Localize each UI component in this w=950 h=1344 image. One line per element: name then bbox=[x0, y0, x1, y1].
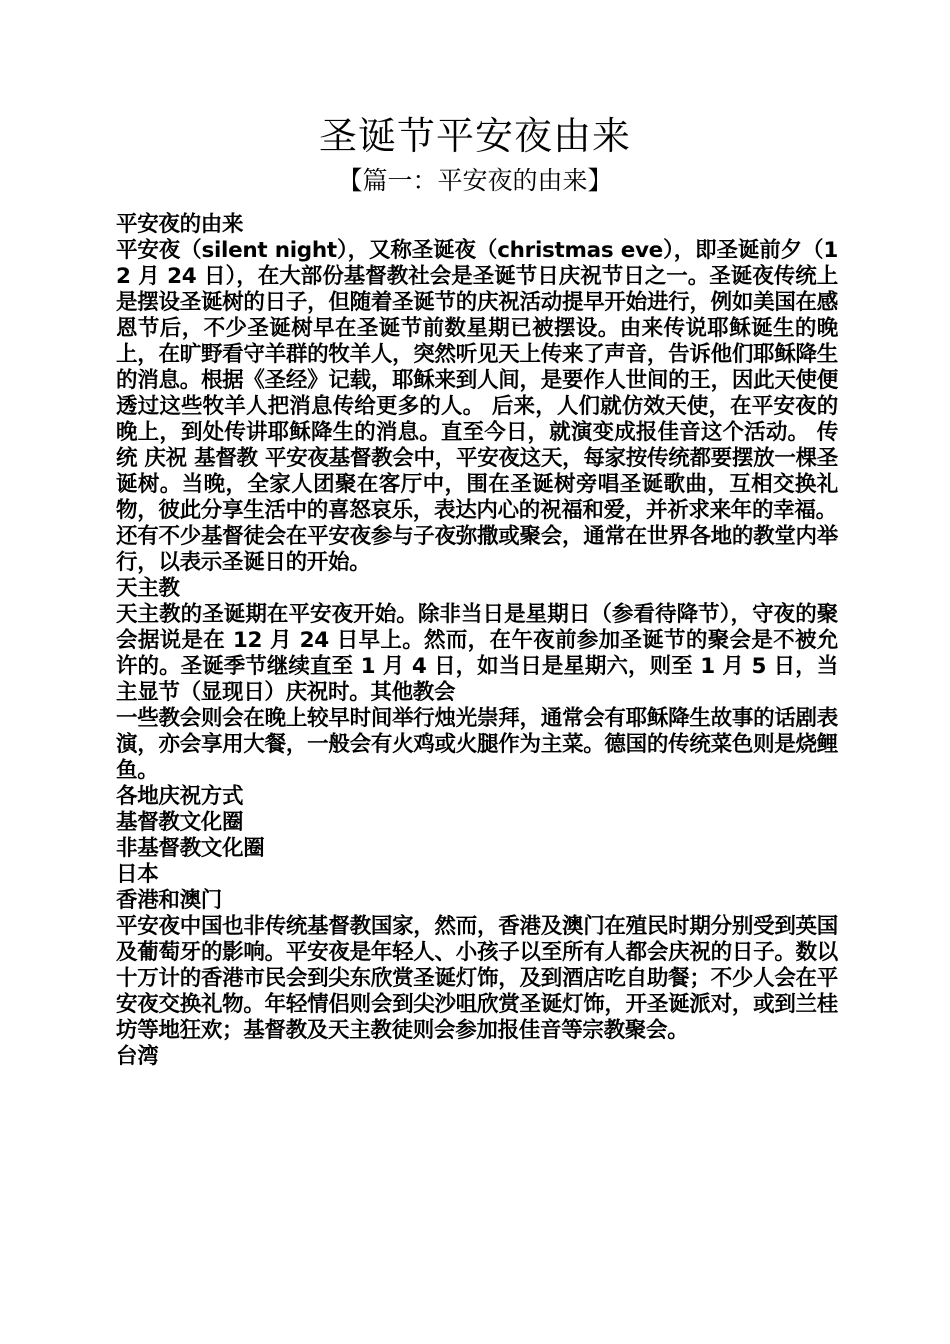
paragraph-midnight-mass: 还有不少基督徒会在平安夜参与子夜弥撒或聚会，通常在世界各地的教堂内举行，以表示圣诞日的开始。 bbox=[116, 524, 838, 575]
heading-japan: 日本 bbox=[116, 862, 159, 887]
heading-catholic: 天主教 bbox=[116, 576, 180, 601]
paragraph-other-churches: 一些教会则会在晚上较早时间举行烛光崇拜，通常会有耶稣降生故事的话剧表演，亦会享用大餐，一般会有火鸡或火腿作为主菜。德国的传统菜色则是烧鲤鱼。 bbox=[116, 706, 838, 783]
heading-hong-kong-macau: 香港和澳门 bbox=[116, 888, 223, 913]
heading-celebrations-by-region: 各地庆祝方式 bbox=[116, 784, 244, 809]
document-title: 圣诞节平安夜由来 bbox=[318, 114, 631, 158]
heading-christmas-eve-origin: 平安夜的由来 bbox=[116, 212, 244, 237]
heading-non-christian-culture: 非基督教文化圈 bbox=[116, 836, 265, 861]
heading-christian-culture: 基督教文化圈 bbox=[116, 810, 244, 835]
document-body bbox=[116, 212, 838, 1070]
heading-taiwan: 台湾 bbox=[116, 1044, 159, 1069]
paragraph-christmas-eve-intro: 平安夜（silent night），又称圣诞夜（christmas eve），即圣诞前夕（12 月 24 日），在大部份基督教社会是圣诞节日庆祝节日之一。圣诞夜传统上是摆设圣诞树的日子，但随着圣诞节的庆祝活动提早开始进行，例如美国在感恩节后，不少圣诞树早在圣诞节前数星期已被摆设。由来传说耶稣诞生的晚上，在旷野看守羊群的牧羊人，突然听见天上传来了声音，告诉他们耶稣降生的消息。根据《圣经》记载，耶稣来到人间，是要作人世间的王，因此天使便透过这些牧羊人把消息传给更多的人。 后来，人们就仿效天使，在平安夜的晚上，到处传讲耶稣降生的消息。直至今日，就演变成报佳音这个活动。 传统 庆祝 基督教 平安夜基督教会中，平安夜这天，每家按传统都要摆放一棵圣诞树。当晚，全家人团聚在客厅中，围在圣诞树旁唱圣诞歌曲，互相交换礼物，彼此分享生活中的喜怒哀乐，表达内心的祝福和爱，并祈求来年的幸福。 bbox=[116, 238, 838, 523]
paragraph-hong-kong-macau: 平安夜中国也非传统基督教国家，然而，香港及澳门在殖民时期分别受到英国及葡萄牙的影响。平安夜是年轻人、小孩子以至所有人都会庆祝的日子。数以十万计的香港市民会到尖东欣赏圣诞灯饰，及到酒店吃自助餐；不少人会在平安夜交换礼物。年轻情侣则会到尖沙咀欣赏圣诞灯饰，开圣诞派对，或到兰桂坊等地狂欢；基督教及天主教徒则会参加报佳音等宗教聚会。 bbox=[116, 914, 838, 1043]
paragraph-catholic: 天主教的圣诞期在平安夜开始。除非当日是星期日（参看待降节），守夜的聚会据说是在 12 月 24 日早上。然而，在午夜前参加圣诞节的聚会是不被允许的。圣诞季节继续直至 1 月 4 日，如当日是星期六，则至 1 月 5 日，当主显节（显现日）庆祝时。其他教会 bbox=[116, 602, 838, 705]
document-subtitle: 【篇一：平安夜的由来】 bbox=[337, 166, 613, 195]
